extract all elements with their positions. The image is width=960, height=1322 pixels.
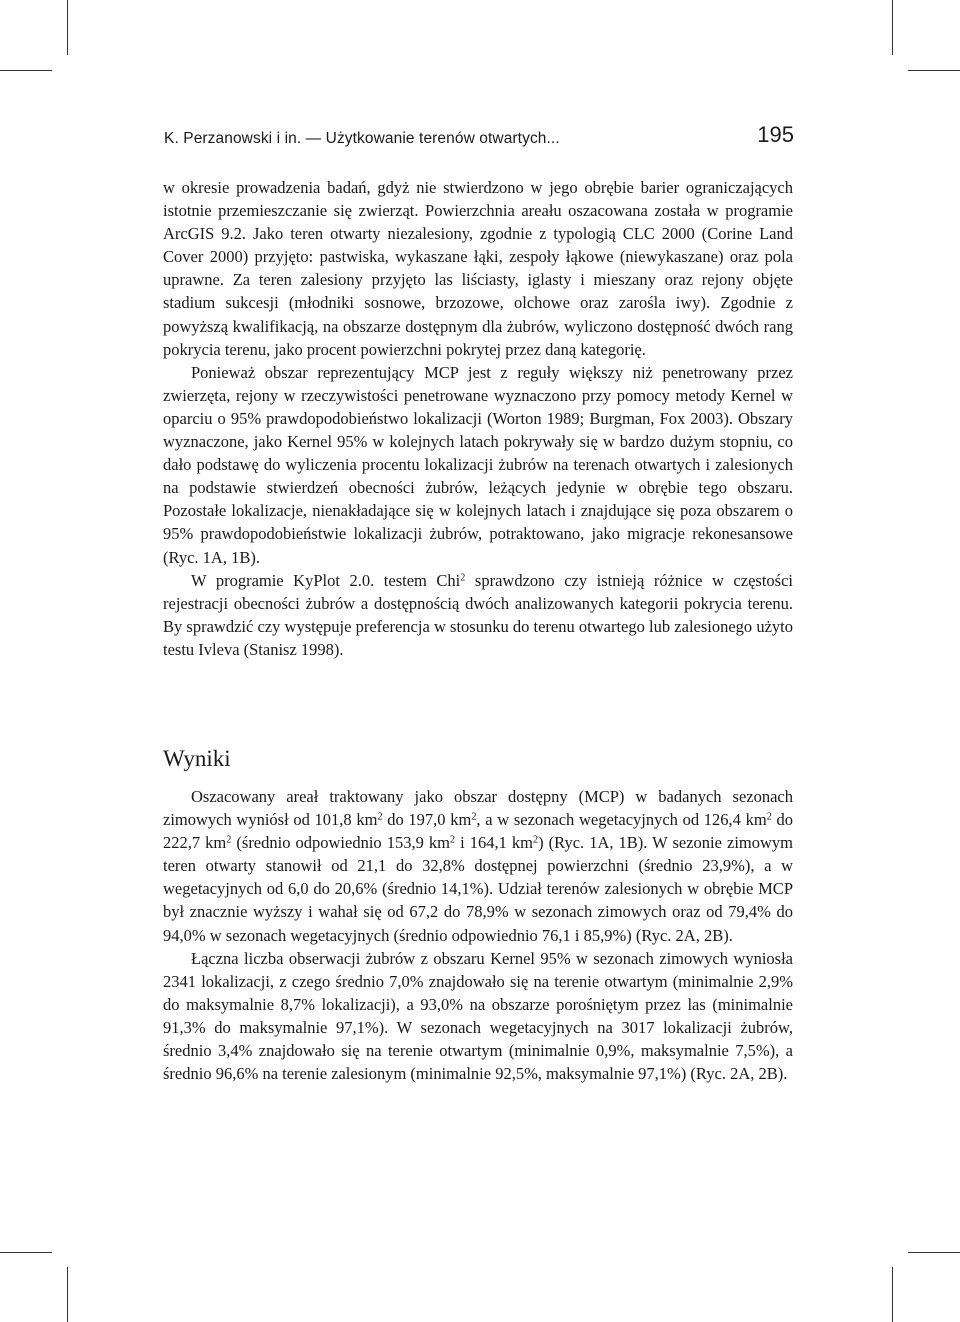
km2-superscript: 2 [449,834,456,846]
crop-mark-top-left-vertical [67,0,68,55]
km2-superscript: 2 [533,834,539,846]
running-header [164,120,794,152]
crop-mark-bottom-right-horizontal [908,1252,960,1253]
results-text [163,785,793,1085]
results-p1-text-1: Oszacowany areał traktowany jako obszar dostępny (MCP) w badanych sezonach zimowych wyniósł od 101,8 km [163,787,793,830]
crop-mark-top-left-horizontal [0,70,52,71]
crop-mark-bottom-left-vertical [67,1267,68,1322]
methods-paragraph-2: Ponieważ obszar reprezentujący MCP jest z reguły większy niż penetrowany przez zwierzęta, rejony w rzeczywistości penetrowane wyznaczono przy pomocy metody Kernel w oparciu o 95% prawdopodobieństwo lokalizacji (Worton 1989; Burgman, Fox 2003). Obszary wyznaczone, jako Kernel 95% w kolejnych latach pokrywały się w bardzo dużym stopniu, co dało podstawę do wyliczenia procentu lokalizacji żubrów na terenach otwartych i zalesionych na podstawie stwierdzeń obecności żubrów, leżących jedynie w obrębie tego obszaru. Pozostałe lokalizacje, nienakładające się w kolejnych latach i znajdujące się poza obszarem o 95% prawdopodobieństwie lokalizacji żubrów, potraktowano, jako migracje rekonesansowe (Ryc. 1A, 1B). [163,362,793,567]
methods-p3-text-a: W programie KyPlot 2.0. testem Chi [191,570,461,590]
km2-superscript: 2 [226,834,232,846]
results-p1-text-6: i 164,1 km [455,833,533,853]
results-p1-text-2: do 197,0 km [382,810,472,830]
crop-mark-top-right-horizontal [908,70,960,71]
running-title: K. Perzanowski i in. — Użytkowanie terenów otwartych... [164,130,560,147]
results-paragraph-2: Łączna liczba obserwacji żubrów z obszaru Kernel 95% w sezonach zimowych wyniosła 2341 lokalizacji, z czego średnio 7,0% znajdowało się na terenie otwartym (minimalnie 2,9% do maksymalnie 8,7% lokalizacji), a 93,0% na obszarze porośniętym przez las (minimalnie 91,3% do maksymalnie 97,1%). W sezonach wegetacyjnych na 3017 lokalizacji żubrów, średnio 3,4% znajdowało się na terenie otwartym (minimalnie 0,9%, maksymalnie 7,5%), a średnio 96,6% na terenie zalesionym (minimalnie 92,5%, maksymalnie 97,1%) (Ryc. 2A, 2B). [163,948,793,1084]
km2-superscript: 2 [471,811,477,823]
page-number: 195 [757,122,794,147]
crop-mark-bottom-left-horizontal [0,1252,52,1253]
methods-text [163,176,793,661]
section-heading-results: Wyniki [163,746,231,771]
chi-superscript: 2 [460,571,466,583]
methods-paragraph-1: w okresie prowadzenia badań, gdyż nie stwierdzono w jego obrębie barier ograniczających istotnie przemieszczanie się zwierząt. Powierzchnia areału oszacowana została w programie ArcGIS 9.2. Jako teren otwarty niezalesiony, zgodnie z typologią CLC 2000 (Corine Land Cover 2000) przyjęto: pastwiska, wykaszane łąki, zespoły łąkowe (niewykaszane) oraz pola uprawne. Za teren zalesiony przyjęto las liściasty, iglasty i mieszany oraz rejony objęte stadium sukcesji (młodniki sosnowe, brzozowe, olchowe oraz zarośla iwy). Zgodnie z powyższą kwalifikacją, na obszarze dostępnym dla żubrów, wyliczono dostępność dwóch rang pokrycia terenu, jako procent powierzchni pokrytej przez daną kategorię. [163,178,793,359]
results-p1-text-3: , a w sezonach wegetacyjnych od 126,4 km [476,810,767,830]
methods-paragraph-3 [163,569,793,661]
results-p1-text-7: ) (Ryc. 1A, 1B). W sezonie zimowym teren otwarty stanowił od 21,1 do 32,8% dostępnej powierzchni (średnio 23,9%), a w wegetacyjnych od 6,0 do 20,6% (średnio 14,1%). Udział terenów zalesionych w obrębie MCP był znacznie wyższy i wahał się od 67,2 do 78,9% w sezonach zimowych oraz od 79,4% do 94,0% w sezonach wegetacyjnych (średnio odpowiednio 76,1 i 85,9%) (Ryc. 2A, 2B). [163,833,793,945]
methods-p3-text-b: sprawdzono czy istnieją różnice w częstości rejestracji obecności żubrów a dostępnością dwóch analizowanych kategorii pokrycia terenu. By sprawdzić czy występuje preferencja w stosunku do terenu otwartego lub zalesionego użyto testu Ivleva (Stanisz 1998). [163,570,793,659]
km2-superscript: 2 [766,811,772,823]
crop-mark-bottom-right-vertical [892,1267,893,1322]
km2-superscript: 2 [377,811,383,823]
results-p1-text-4: do 222,7 km [163,810,793,853]
crop-mark-top-right-vertical [892,0,893,55]
results-paragraph-1 [163,785,793,947]
results-p1-text-5: (średnio odpowiednio 153,9 km [231,833,450,853]
